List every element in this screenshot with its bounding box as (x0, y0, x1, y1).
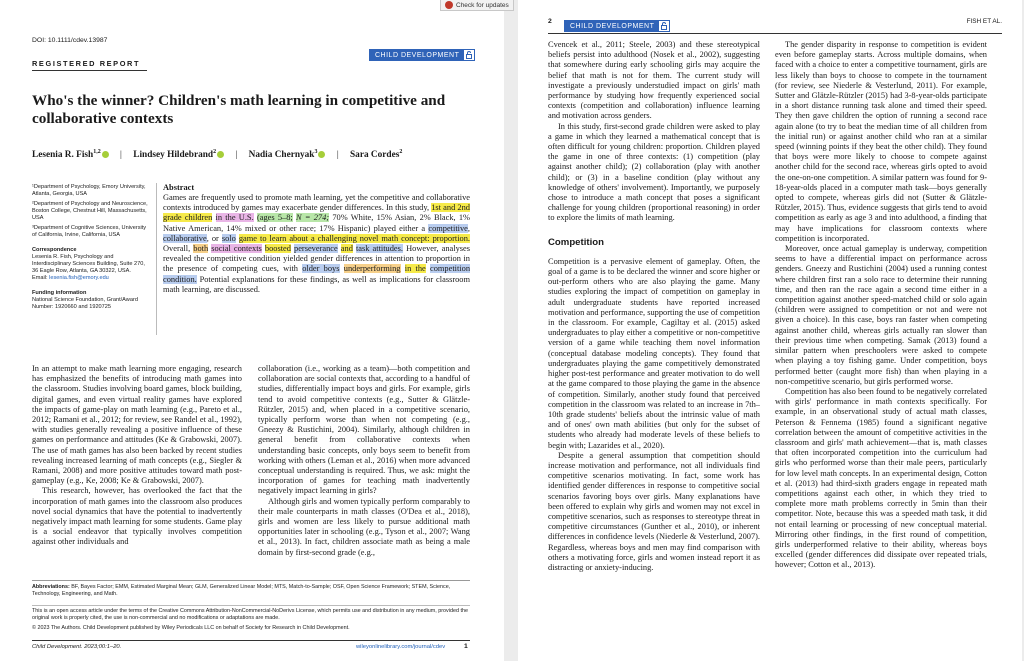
orcid-icon[interactable] (217, 151, 224, 158)
page-number: 1 (464, 643, 468, 650)
journal-badge-label: CHILD DEVELOPMENT (370, 50, 464, 60)
copyright: © 2023 The Authors. Child Development published by Wiley Periodicals LLC on behalf of Society for Research in Child Development. (32, 625, 350, 631)
body-column-1 (548, 40, 760, 573)
correspondence-text: Lesenia R. Fish, Psychology and Interdisciplinary Sciences Building, Suite 270, 36 Eagle Row, Atlanta, GA 30322, USA. (32, 254, 145, 274)
orcid-icon[interactable] (318, 151, 325, 158)
open-access-icon (659, 21, 669, 31)
email-link[interactable]: lesenia.fish@emory.edu (49, 275, 109, 281)
running-head: FISH ET AL. (966, 18, 1002, 25)
affiliation-1: ¹Department of Psychology, Emory University, Atlanta, Georgia, USA (32, 184, 146, 197)
body-column-2 (775, 40, 987, 571)
section-heading: Competition (548, 236, 604, 248)
paragraph: Despite a general assumption that competition should increase motivation and performance, not all individuals find competitive scenarios motivating. In fact, some work has identified gender differences in response to competitive social scenarios favoring boys over girls. Many explanations have been offered to explain why girls and women may not excel in competitive scenarios, such as responses to stereotype threat in competitive circumstances (Gunther et al., 2010), or inherent differences in confidence levels (Niederle & Vesterlund, 2007). Regardless, whereas boys and men may find comparison with others a motivating force, girls and women instead report it as distracting or anxiety-inducing. (548, 450, 761, 572)
email-line: Email: lesenia.fish@emory.edu (32, 275, 109, 281)
paragraph: Cvencek et al., 2011; Steele, 2003) and these stereotypical beliefs persist into adulthood (Nosek et al., 2002), suggesting that somewhere during early schooling girls may acquire the belief that math is not for them. The current study will investigate a previously understudied impact on girls' math performance by studying how frequently experienced social contexts (competition and collaboration) influence learning and motivation across genders. (548, 40, 760, 121)
footnote-rule (32, 580, 470, 581)
abbreviations: Abbreviations: BF, Bayes Factor; EMM, Estimated Marginal Mean; GLM, Generalized Linear Model; MTS, Match-to-Sample; OSF, Open Science Framework; STEM, Science, Technology, Engineering, and Math. (32, 584, 451, 597)
correspondence-label: Correspondence (32, 247, 77, 253)
license-rule (32, 605, 470, 606)
article-title: Who's the winner? Children's math learning in competitive and collaborative contexts (32, 92, 446, 127)
paragraph: Competition is a pervasive element of gameplay. Often, the goal of a game is to be declared the winner and score higher or out-perform others who are also playing the game. Many studies exploring the impact of competition on gameplay in adult undergraduate students have reported increased motivation and performance, supporting the use of competition in the classroom. For example, Cagiltay et al. (2015) asked undergraduates to play either a competitive or non-competitive version of a game while teaching them novel information (conceptual database modeling concepts). They found that undergraduates playing the game competitively demonstrated higher post-test performance and greater motivation to do well at the game compared to those playing the game in the absence of competition. Similarly, another study found that perceived competition in the classroom was related to an increase in 7th–10th grade students' beliefs about the intrinsic value of math and of ones' own math abilities (but only for the subset of students who already had moderate levels of these beliefs to begin with; Lazarides et al., 2020). (548, 256, 760, 450)
paragraph: This research, however, has overlooked the fact that the incorporation of math games into the classroom also produces novel social dynamics that have the potential to inadvertently negatively impact math learning for some students. Game play is a social endeavor that typically involves competition against other individuals and (32, 486, 243, 547)
funding-label: Funding information (32, 290, 87, 296)
header-rule (548, 33, 1002, 34)
abstract-box (156, 183, 470, 335)
footer-journal: Child Development. 2023;00:1–20. (32, 644, 122, 650)
author-1[interactable]: Lesenia R. Fish$^{1,2}$ (32, 150, 109, 160)
paragraph: Moreover, once actual gameplay is underway, competition seems to have a differential impact on performance across genders. Gneezy and Rustichini (2004) used a running contest where children first ran a solo race to determine their running time, and then ran the race again a second time either in a competition against another speed-matched child or solo again (children were assigned to competition or not and were not given a choice). In this case, boys ran faster when competing against another child, whereas girls actually ran slower than their previous time when competing. Samak (2013) found a similar pattern when preschoolers were asked to compete when playing a toy fishing game. Under competition, boys performed better (caught more fish) than when playing in a non-competitive scenario, but girls performed worse. (775, 244, 987, 386)
funding-text: National Science Foundation, Grant/Award Number: 1920660 and 1920725 (32, 297, 138, 310)
paragraph: The gender disparity in response to competition is evident even before gameplay starts. Across multiple domains, when faced with a choice to enter a competitive tournament, girls are less likely than boys to choose to compete in the tournament (for review, see Niederle & Vesterlund, 2011). For example, Sutter and Glätzle-Rützler (2015) had 3-8-year-olds participate in a short distance running task alone and timed their speed. They then gave children the option of running a second race again alone (to try to beat the median time of all children from the initial run) or against another child who ran at a similar speed (winning points if they beat the other child). They found that boys were more likely to choose to compete against another child for the second race, whereas girls opted to avoid the one-on-one competition. A similar pattern was found for 9-18-year-olds placed in a computer math task—boys generally opted to compete, whereas girls did not (Sutter & Glätzle-Rützler, 2015). Thus, evidence suggests that girls tend to avoid competition as early as age 3 and into adulthood, a finding that may have implications for classroom contexts where competition is incorporated. (775, 40, 987, 243)
page-1 (0, 0, 504, 661)
abstract-text: Games are frequently used to promote math learning, yet the competitive and collaborative contexts introduced by games may exacerbate gender differences. In this study, 1st and 2nd grade children in the U.S. (ages 5–8; N = 274; 70% White, 15% Asian, 2% Black, 1% Native American, 14% mixed or other race; 17% Hispanic) played either a competitive, collaborative, or solo game to learn about a challenging novel math concept: proportion. Overall, both social contexts boosted perseverance and task attitudes. However, analyses revealed the competitive condition yielded gender differences in attention to proportion in the presence of competing cues, with older boys underperforming in the competition condition. Potential explanations for these findings, as well as implications for classroom math learning, are discussed. (163, 193, 471, 294)
body-column-2 (258, 364, 470, 558)
footer-journal-link[interactable]: wileyonlinelibrary.com/journal/cdev (356, 644, 446, 650)
doi: DOI: 10.1111/cdev.13987 (32, 37, 108, 44)
author-2[interactable]: Lindsey Hildebrand$^2$ (133, 150, 224, 160)
author-4[interactable]: Sara Cordes$^2$ (350, 148, 403, 160)
paragraph: collaboration (i.e., working as a team)—both competition and collaboration are social contexts that, according to a handful of studies, differentially impact boys and girls. For example, girls tend to avoid competitive contexts (e.g., Sutter & Glätzle-Rützler, 2015) and, when placed in a competitive scenario, typically perform worse than when not competing (e.g., Gneezy & Rustichini, 2004). Similarly, although children in general benefit from collaborative contexts when understanding basic concepts, only boys seem to benefit from working with others (Leman et al., 2016) when more advanced conceptual understanding is required. Thus, we ask: might the incorporation of games for teaching math inadvertently negatively impact learning in girls? (258, 364, 470, 496)
body-column-1 (32, 364, 242, 548)
footer-rule (32, 640, 470, 641)
license: This is an open access article under the terms of the Creative Commons Attribution-NonCommercial-NoDerivs License, which permits use and distribution in any medium, provided the original work is properly cited, the use is non-commercial and no modifications or adaptations are made. (32, 608, 468, 621)
affiliation-2: ²Department of Psychology and Neuroscience, Boston College, Chestnut Hill, Massachusetts, USA (32, 201, 148, 221)
paragraph: Although girls and women typically perform comparably to their male counterparts in math classes (O'Dea et al., 2018), girls and women are less likely to pursue additional math opportunities later in schooling (e.g., Tyson et al., 2007; Wang et al., 2013). In fact, children associate math as being a male domain by first-second grade (e.g., (258, 496, 470, 557)
open-access-icon (464, 50, 474, 60)
paragraph: In an attempt to make math learning more engaging, research has emphasized the benefits of introducing math games into the classroom. Studies involving board games, block building, digital games, and even virtual reality games have explored the impacts of game-play on math learning (e.g., Pareto et al., 2012; Ramani et al., 2012; for review, see Randel et al., 1992), with studies generally revealing a positive influence of these games on performance and attitudes (Ke & Grabowski, 2007). The use of math games has also been backed by recent studies revealing increased learning of math concepts (e.g., Siegler & Ramani, 2008) and more positive attitudes toward math post-gameplay (e.g., Ke, 2008; Ke & Grabowski, 2007). (32, 364, 242, 486)
orcid-icon[interactable] (102, 151, 109, 158)
paragraph: In this study, first-second grade children were asked to play a game in which they learned a mathematical concept that is often difficult for young children: proportion. Children played the game in one of three contexts: (1) competition (play against another child); (2) collaboration (play with another child); or (3) in a baseline condition (play without any knowledge of others' involvement). Importantly, we purposely chose to introduce a math concept that poses a significant challenge for young children (proportional reasoning) in order to explore the limits of math learning. (548, 121, 760, 223)
crossmark-icon (445, 1, 453, 9)
report-type-underline (32, 70, 147, 71)
journal-badge (564, 20, 670, 32)
affiliation-3: ³Department of Cognitive Sciences, University of California, Irvine, California, USA (32, 225, 147, 238)
page-2 (518, 0, 1022, 661)
paragraph: Competition has also been found to be negatively correlated with girls' performance in math contexts specifically. For example, in an observational study of actual math classes, Peterson & Fennema (1985) found a significant negative correlation between the amount of competitive activities in the classroom and girls' math achievement—that is, math classes that often incorporated competition into the curriculum had girls who performed worse than their male peers, particularly for low level math concepts. In an experimental design, Cotton et al. (2013) had third-sixth graders engage in repeated math competitions against each other, in which they tried to complete more math problems correctly in 5min than their competitor. Note, because this was a speeded math task, it did not entail learning or processing of new conceptual material. Mirroring other findings, in the first round of competition, girls underperformed relative to their ability, whereas boys excelled (gender differences did dissipate over repeated trials, however; Cotton et al., 2013). (775, 386, 987, 570)
journal-badge-label: CHILD DEVELOPMENT (565, 21, 659, 31)
check-for-updates-button[interactable] (440, 0, 514, 11)
report-type: REGISTERED REPORT (32, 59, 141, 68)
author-line: Lesenia R. Fish$^{1,2}$ | Lindsey Hildebrand$^2$ | Nadia Chernyak$^3$ | Sara Cordes$^2$ (32, 148, 403, 160)
author-3[interactable]: Nadia Chernyak$^3$ (249, 150, 326, 160)
journal-badge (369, 49, 475, 61)
affiliations (32, 184, 150, 311)
abstract-title: Abstract (163, 183, 195, 192)
page-number: 2 (548, 18, 552, 25)
check-for-updates-label: Check for updates (456, 1, 509, 9)
